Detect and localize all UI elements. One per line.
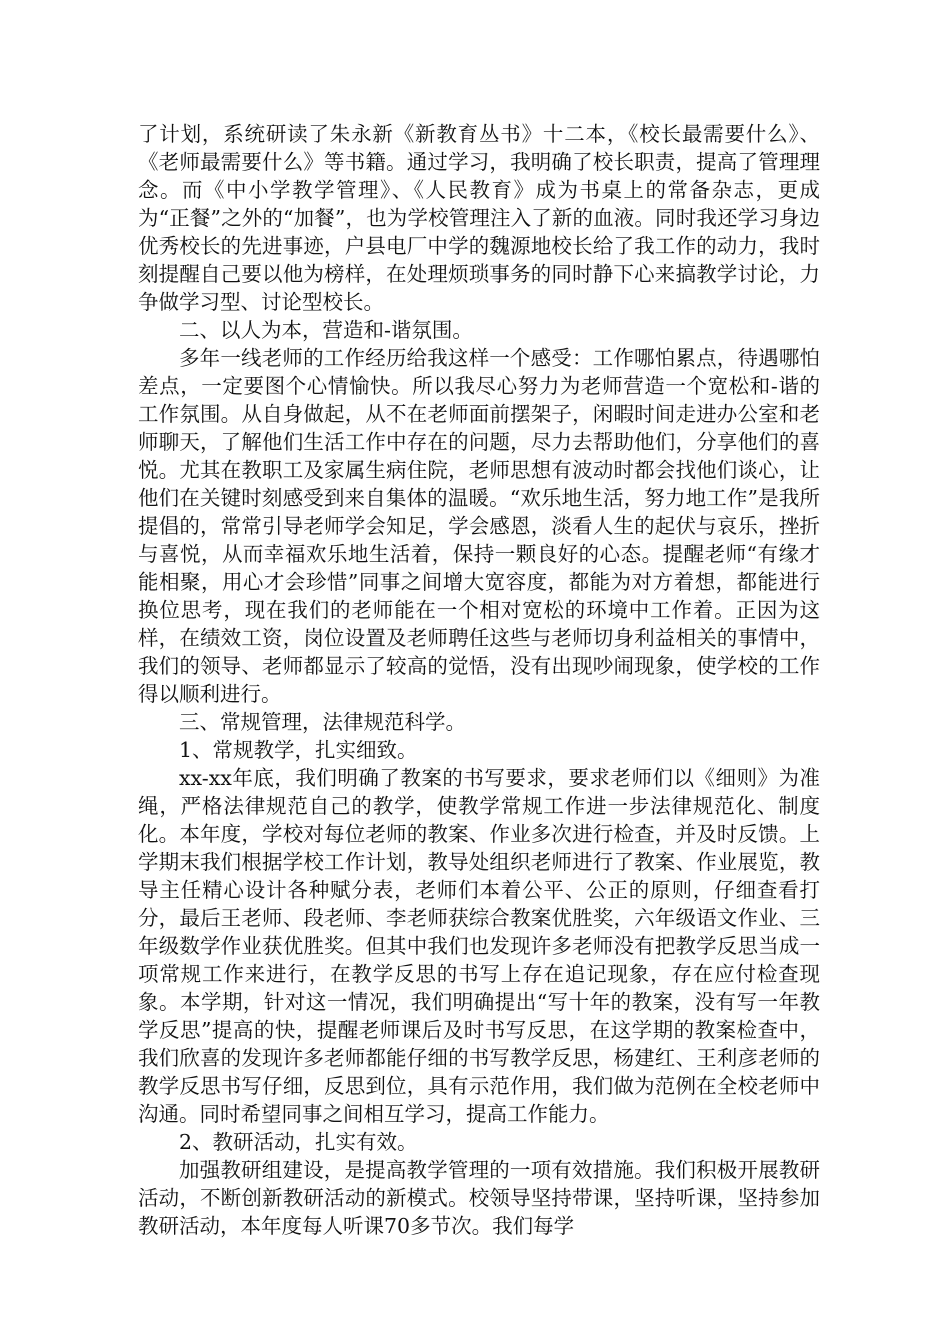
- paragraph-6: xx-xx年底，我们明确了教案的书写要求，要求老师们以《细则》为准绳，严格法律规范自己的教学，使教学常规工作进一步法律规范化、制度化。本年度，学校对每位老师的教案、作业多次进行检查，并及时反馈。上学期末我们根据学校工作计划，教导处组织老师进行了教案、作业展览，教导主任精心设计各种赋分表，老师们本着公平、公正的原则，仔细查看打分，最后王老师、段老师、李老师获综合教案优胜奖，六年级语文作业、三年级数学作业获优胜奖。但其中我们也发现许多老师没有把教学反思当成一项常规工作来进行，在教学反思的书写上存在追记现象，存在应付检查现象。本学期，针对这一情况，我们明确提出“写十年的教案，没有写一年教学反思”提高的快，提醒老师课后及时书写反思，在这学期的教案检查中，我们欣喜的发现许多老师都能仔细的书写教学反思，杨建红、王利彦老师的教学反思书写仔细，反思到位，具有示范作用，我们做为范例在全校老师中沟通。同时希望同事之间相互学习，提高工作能力。: [138, 766, 820, 1126]
- subheading-2: 2、教研活动，扎实有效。: [179, 1130, 418, 1154]
- section-heading-3: 三、常规管理，法律规范科学。: [179, 710, 466, 734]
- section-heading-2: 二、以人为本，营造和-谐氛围。: [179, 318, 473, 342]
- paragraph-8: 加强教研组建设，是提高教学管理的一项有效措施。我们积极开展教研活动，不断创新教研活动的新模式。校领导坚持带课，坚持听课，坚持参加教研活动，本年度每人听课70多节次。我们每学: [138, 1158, 820, 1238]
- subheading-1: 1、常规教学，扎实细致。: [179, 738, 418, 762]
- paragraph-3: 多年一线老师的工作经历给我这样一个感受：工作哪怕累点，待遇哪怕差点，一定要图个心情愉快。所以我尽心努力为老师营造一个宽松和-谐的工作氛围。从自身做起，从不在老师面前摆架子，闲暇时间走进办公室和老师聊天，了解他们生活工作中存在的问题，尽力去帮助他们，分享他们的喜悦。尤其在教职工及家属生病住院，老师思想有波动时都会找他们谈心，让他们在关键时刻感受到来自集体的温暖。“欢乐地生活，努力地工作”是我所提倡的，常常引导老师学会知足，学会感恩，淡看人生的起伏与哀乐，挫折与喜悦，从而幸福欢乐地生活着，保持一颗良好的心态。提醒老师“有缘才能相聚，用心才会珍惜”同事之间增大宽容度，都能为对方着想，都能进行换位思考，现在我们的老师能在一个相对宽松的环境中工作着。正因为这样，在绩效工资，岗位设置及老师聘任这些与老师切身利益相关的事情中，我们的领导、老师都显示了较高的觉悟，没有出现吵闹现象，使学校的工作得以顺利进行。: [138, 346, 820, 706]
- document-body: [138, 120, 820, 1240]
- paragraph-1: 了计划，系统研读了朱永新《新教育丛书》十二本，《校长最需要什么》、《老师最需要什么》等书籍。通过学习，我明确了校长职责，提高了管理理念。而《中小学教学管理》、《人民教育》成为书桌上的常备杂志，更成为“正餐”之外的“加餐”，也为学校管理注入了新的血液。同时我还学习身边优秀校长的先进事迹，户县电厂中学的魏源地校长给了我工作的动力，我时刻提醒自己要以他为榜样，在处理烦琐事务的同时静下心来搞教学讨论，力争做学习型、讨论型校长。: [138, 122, 820, 314]
